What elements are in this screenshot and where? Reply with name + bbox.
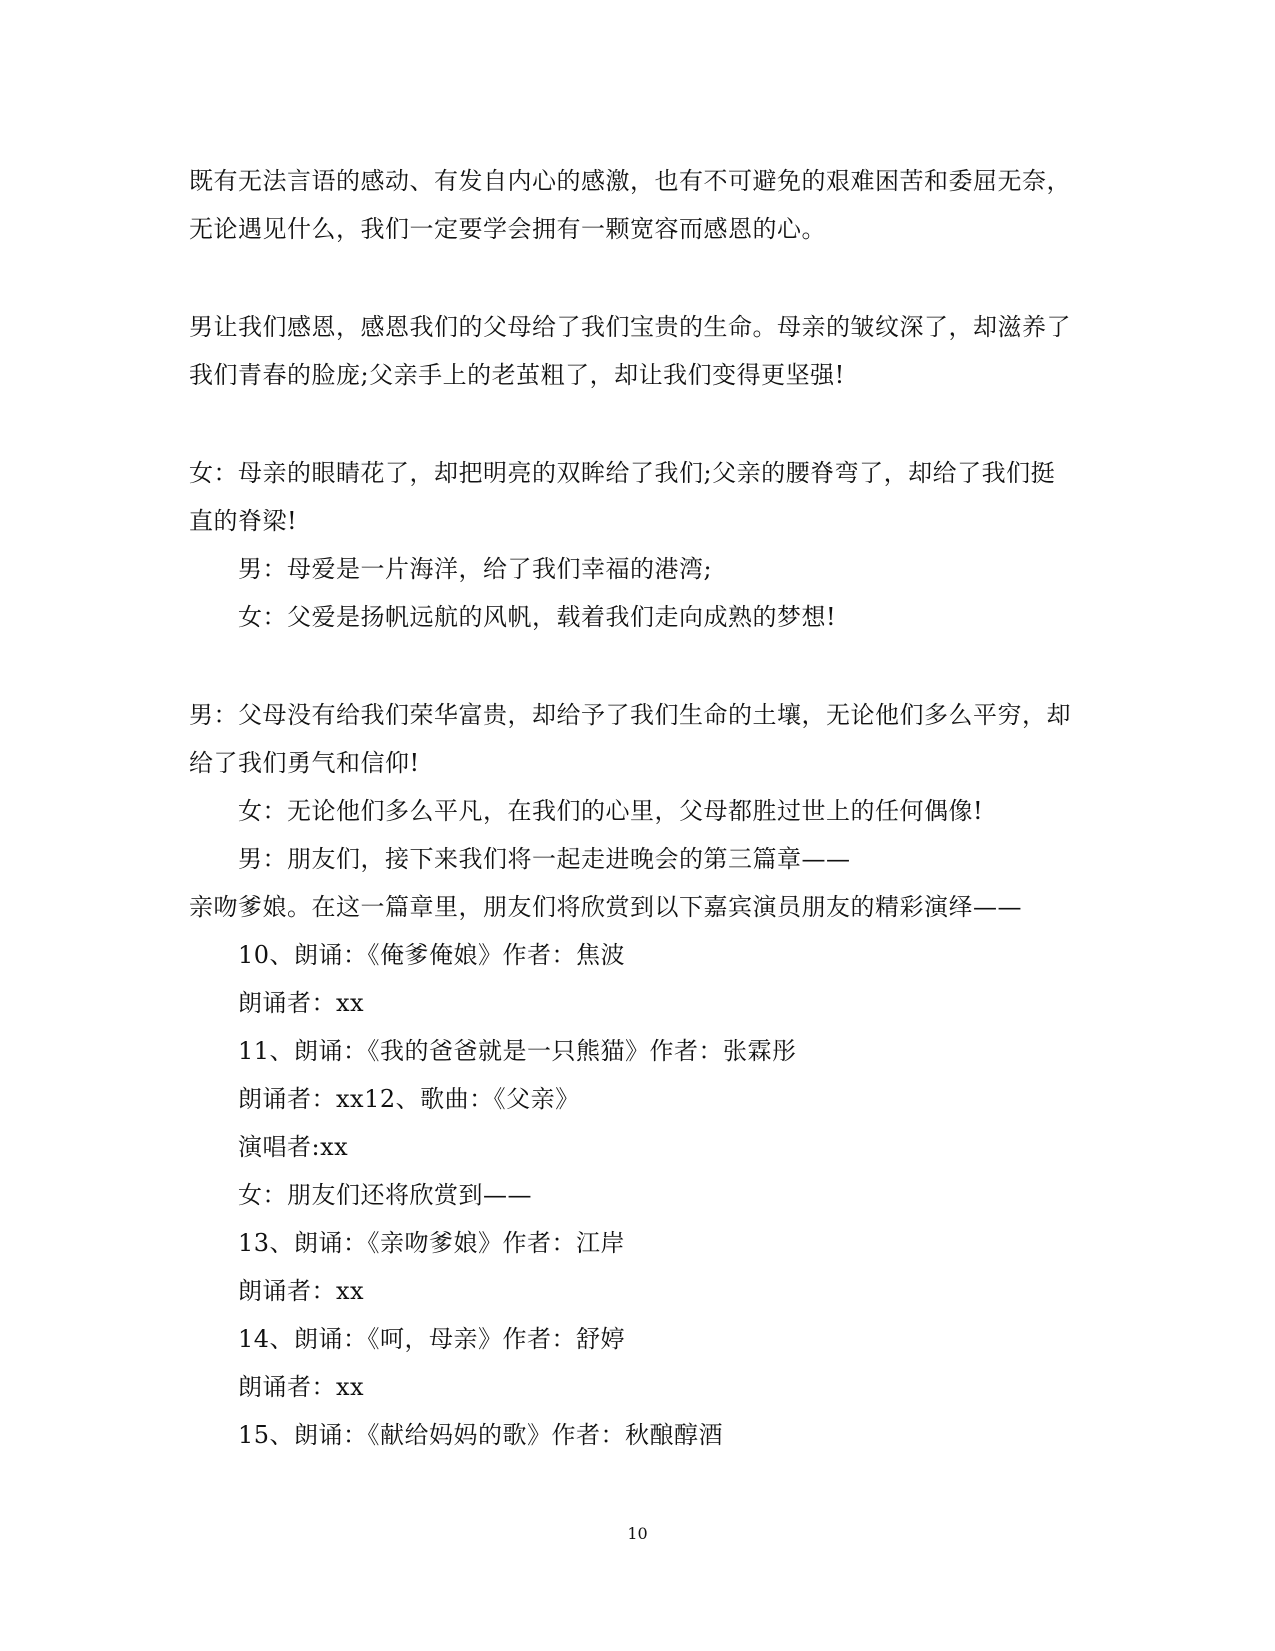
text-line: 女：父爱是扬帆远航的风帆，载着我们走向成熟的梦想!	[238, 603, 837, 631]
text-line: 我们青春的脸庞;父亲手上的老茧粗了，却让我们变得更坚强!	[189, 361, 845, 389]
text-line: 男：朋友们，接下来我们将一起走进晚会的第三篇章——	[238, 845, 851, 873]
performer-line: 演唱者:xx	[238, 1133, 349, 1161]
text-line: 女：朋友们还将欣赏到——	[238, 1181, 532, 1209]
program-item: 10、朗诵：《俺爹俺娘》作者：焦波	[238, 941, 626, 969]
program-item: 15、朗诵：《献给妈妈的歌》作者：秋酿醇酒	[238, 1421, 724, 1449]
program-item: 13、朗诵：《亲吻爹娘》作者：江岸	[238, 1229, 626, 1257]
text-line: 直的脊梁!	[189, 507, 298, 535]
text-line: 无论遇见什么，我们一定要学会拥有一颗宽容而感恩的心。	[189, 215, 826, 243]
performer-line: 朗诵者：xx	[238, 1373, 365, 1401]
text-line: 男让我们感恩，感恩我们的父母给了我们宝贵的生命。母亲的皱纹深了，却滋养了	[189, 313, 1071, 341]
performer-line: 朗诵者：xx	[238, 1277, 365, 1305]
text-line: 男：母爱是一片海洋，给了我们幸福的港湾;	[238, 555, 713, 583]
text-line: 女：母亲的眼睛花了，却把明亮的双眸给了我们;父亲的腰脊弯了，却给了我们挺	[189, 459, 1056, 487]
text-line: 既有无法言语的感动、有发自内心的感激，也有不可避免的艰难困苦和委屈无奈，	[189, 167, 1071, 195]
text-line: 女：无论他们多么平凡，在我们的心里，父母都胜过世上的任何偶像!	[238, 797, 984, 825]
text-line: 亲吻爹娘。在这一篇章里，朋友们将欣赏到以下嘉宾演员朋友的精彩演绎——	[189, 893, 1022, 921]
text-line: 男：父母没有给我们荣华富贵，却给予了我们生命的土壤，无论他们多么平穷，却	[189, 701, 1071, 729]
performer-line: 朗诵者：xx	[238, 989, 365, 1017]
performer-line: 朗诵者：xx12、歌曲：《父亲》	[238, 1085, 580, 1113]
program-item: 14、朗诵：《呵，母亲》作者：舒婷	[238, 1325, 626, 1353]
text-line: 给了我们勇气和信仰!	[189, 749, 420, 777]
program-item: 11、朗诵：《我的爸爸就是一只熊猫》作者：张霖彤	[238, 1037, 797, 1065]
page-number: 10	[627, 1524, 648, 1543]
